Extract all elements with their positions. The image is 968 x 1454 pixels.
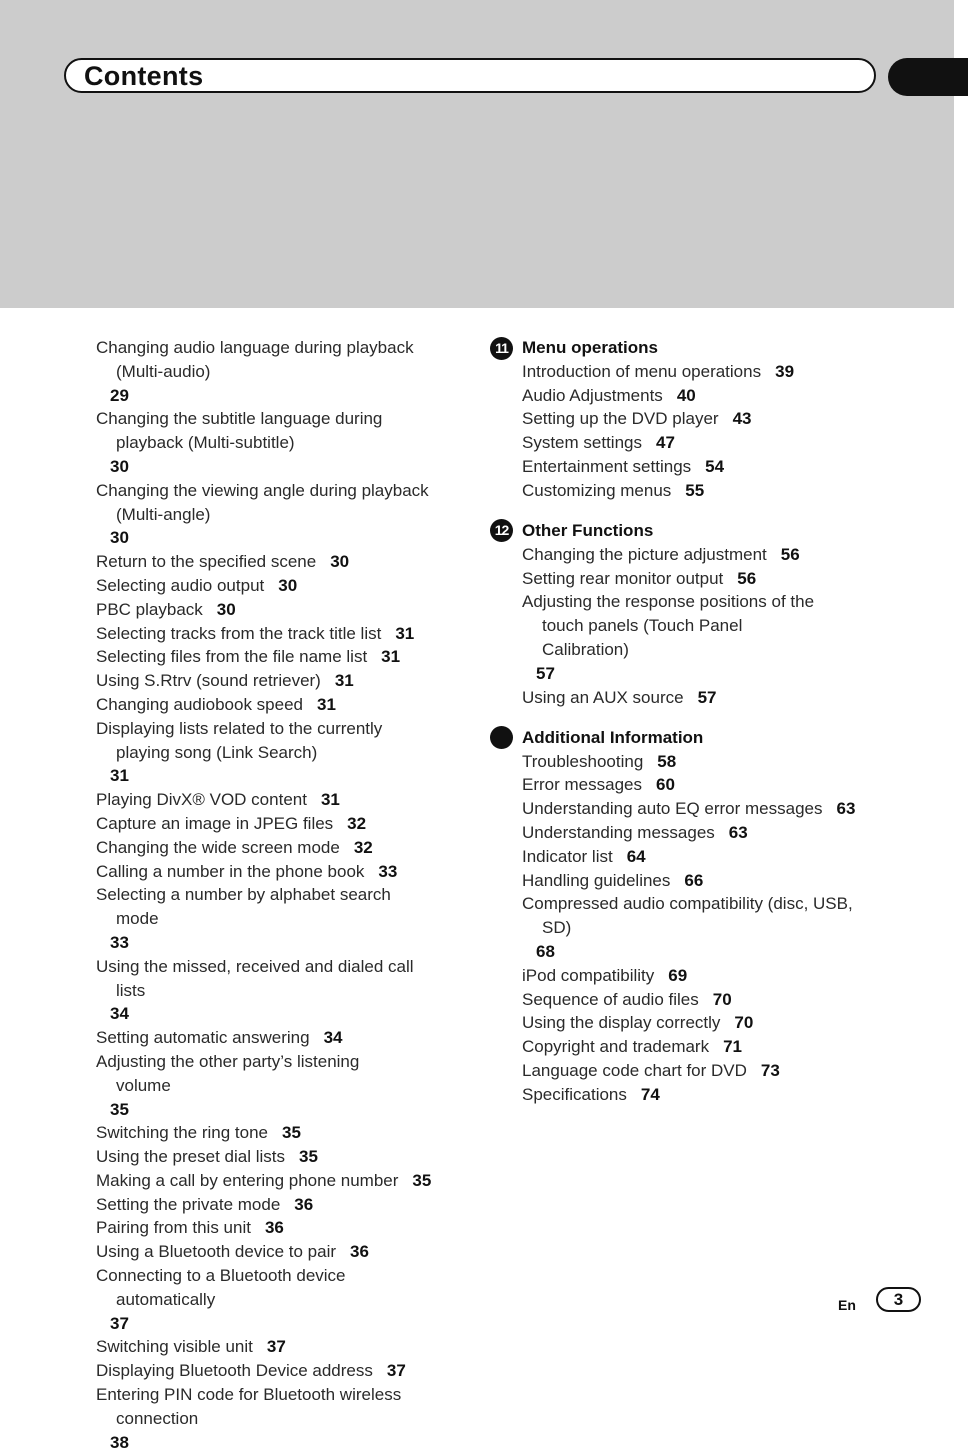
toc-entry[interactable] <box>96 693 466 717</box>
toc-page-number: 54 <box>705 456 725 476</box>
toc-page-number: 33 <box>378 861 398 881</box>
toc-entry-text: Setting automatic answering <box>96 1028 310 1048</box>
toc-entry[interactable] <box>96 883 466 954</box>
toc-entry[interactable] <box>96 1383 466 1454</box>
toc-entry-text: Capture an image in JPEG files <box>96 813 334 833</box>
toc-page-number: 63 <box>728 822 748 842</box>
toc-entry[interactable] <box>96 598 466 622</box>
toc-entry[interactable] <box>96 1216 466 1240</box>
toc-page-number: 30 <box>278 575 298 595</box>
toc-page-number: 68 <box>536 941 555 961</box>
section-title: Menu operations <box>522 338 659 357</box>
toc-entry[interactable] <box>96 1169 466 1193</box>
section-title: Additional Information <box>522 727 704 747</box>
toc-page-number: 40 <box>676 385 696 405</box>
toc-page-number: 47 <box>656 433 675 453</box>
toc-page-number: 35 <box>282 1123 301 1143</box>
toc-entry-text: connection <box>116 1408 199 1428</box>
toc-entry-text: touch panels (Touch Panel <box>542 616 743 636</box>
toc-entry[interactable] <box>490 1083 890 1107</box>
toc-page-number: 63 <box>836 799 856 819</box>
toc-entry[interactable] <box>490 1035 890 1059</box>
toc-section <box>490 726 890 1107</box>
toc-page-number: 56 <box>780 544 800 564</box>
toc-entry[interactable] <box>490 797 890 821</box>
toc-entry-text: Playing DivX® VOD content <box>96 790 307 810</box>
toc-entry-text: Entertainment settings <box>522 456 692 476</box>
toc-entry-text: (Multi-angle) <box>116 504 211 524</box>
toc-entry-text: Using S.Rtrv (sound retriever) <box>96 671 321 691</box>
section-title: Other Functions <box>522 520 654 540</box>
section-heading[interactable] <box>490 336 890 360</box>
toc-page-number: 37 <box>266 1337 286 1357</box>
toc-entry-text: Language code chart for DVD <box>522 1060 747 1080</box>
page-number: 3 <box>876 1287 921 1312</box>
toc-section <box>490 336 890 503</box>
toc-entry[interactable] <box>96 407 466 478</box>
toc-entry[interactable] <box>96 479 466 550</box>
toc-entry-text: Using the missed, received and dialed call <box>96 956 414 976</box>
toc-entry[interactable] <box>490 892 890 963</box>
language-label: En <box>838 1297 856 1313</box>
page-title: Contents <box>84 61 204 91</box>
toc-entry[interactable] <box>490 543 890 567</box>
toc-entry-text: Error messages <box>522 775 642 795</box>
toc-entry-text: Selecting files from the file name list <box>96 647 368 667</box>
toc-page-number: 43 <box>732 409 752 429</box>
toc-entry-text: Specifications <box>522 1084 627 1104</box>
toc-entry-text: Making a call by entering phone number <box>96 1170 399 1190</box>
toc-entry-text: Copyright and trademark <box>522 1037 710 1057</box>
toc-page-number: 70 <box>734 1013 754 1033</box>
toc-entry[interactable] <box>96 1335 466 1359</box>
toc-entry-text: Introduction of menu operations <box>522 361 762 381</box>
toc-page-number: 35 <box>110 1099 129 1119</box>
toc-entry-text: playback (Multi-subtitle) <box>116 433 295 453</box>
toc-entry[interactable] <box>490 590 890 685</box>
toc-page-number: 31 <box>395 623 415 643</box>
toc-entry[interactable] <box>96 860 466 884</box>
toc-page-number: 36 <box>264 1218 284 1238</box>
toc-entry[interactable] <box>96 1121 466 1145</box>
toc-page-number: 30 <box>110 456 129 476</box>
toc-entry-text: Handling guidelines <box>522 870 671 890</box>
toc-entry-text: Pairing from this unit <box>96 1218 251 1238</box>
toc-left-column <box>96 336 466 1454</box>
toc-entry-text: Changing the wide screen mode <box>96 837 340 857</box>
toc-entry-text: SD) <box>542 918 572 938</box>
toc-entry[interactable] <box>490 1059 890 1083</box>
toc-entry[interactable] <box>96 1264 466 1335</box>
toc-page-number: 57 <box>536 663 555 683</box>
toc-entry-text: Selecting tracks from the track title list <box>96 623 382 643</box>
toc-entry[interactable] <box>96 1359 466 1383</box>
section-number-badge: 11 <box>490 337 513 360</box>
toc-entry-text: playing song (Link Search) <box>116 742 318 762</box>
toc-entry[interactable] <box>96 955 466 1026</box>
toc-page-number: 35 <box>298 1147 318 1167</box>
toc-page-number: 30 <box>330 552 350 572</box>
toc-entry-text: Using the display correctly <box>522 1013 721 1033</box>
toc-entry-text: (Multi-audio) <box>116 361 211 381</box>
toc-entry-text: Displaying Bluetooth Device address <box>96 1361 373 1381</box>
toc-entry-text: Setting rear monitor output <box>522 568 724 588</box>
toc-entry-text: lists <box>116 980 146 1000</box>
toc-page-number: 36 <box>350 1242 369 1262</box>
section-heading[interactable] <box>490 726 890 750</box>
section-number-badge: 12 <box>490 519 513 542</box>
toc-entry-text: Entering PIN code for Bluetooth wireless <box>96 1385 402 1405</box>
toc-page-number: 55 <box>685 480 705 500</box>
toc-page-number: 31 <box>381 647 401 667</box>
toc-entry[interactable] <box>96 836 466 860</box>
toc-entry-text: Changing the picture adjustment <box>522 544 767 564</box>
toc-page-number: 30 <box>110 528 129 548</box>
toc-entry-text: Connecting to a Bluetooth device <box>96 1266 346 1286</box>
toc-entry[interactable] <box>490 869 890 893</box>
toc-page-number: 64 <box>626 846 646 866</box>
toc-entry[interactable] <box>490 455 890 479</box>
toc-entry-text: Using an AUX source <box>522 687 684 707</box>
toc-entry-text: volume <box>116 1075 171 1095</box>
section-heading[interactable] <box>490 519 890 543</box>
toc-page-number: 70 <box>712 989 732 1009</box>
toc-entry[interactable] <box>490 686 890 710</box>
section-number-badge <box>490 726 513 749</box>
toc-entry-text: Selecting audio output <box>96 575 265 595</box>
toc-page-number: 29 <box>110 385 129 405</box>
toc-page-number: 71 <box>723 1037 743 1057</box>
toc-page-number: 31 <box>334 671 354 691</box>
toc-entry[interactable] <box>490 1011 890 1035</box>
toc-entry[interactable] <box>96 717 466 788</box>
toc-entry-text: automatically <box>116 1289 216 1309</box>
toc-entry[interactable] <box>490 431 890 455</box>
toc-entry[interactable] <box>96 812 466 836</box>
toc-entry[interactable] <box>96 574 466 598</box>
toc-entry-text: Customizing menus <box>522 480 672 500</box>
toc-page-number: 38 <box>110 1432 129 1452</box>
toc-entry-text: Switching the ring tone <box>96 1123 268 1143</box>
toc-page-number: 69 <box>668 965 688 985</box>
toc-entry-text: Indicator list <box>522 846 613 866</box>
toc-entry-text: Switching visible unit <box>96 1337 253 1357</box>
toc-entry[interactable] <box>96 1240 466 1264</box>
toc-entry[interactable] <box>490 750 890 774</box>
toc-page-number: 31 <box>317 694 336 714</box>
toc-entry[interactable] <box>490 479 890 503</box>
toc-entry-text: Audio Adjustments <box>522 385 663 405</box>
toc-page-number: 34 <box>110 1004 129 1024</box>
toc-entry-text: Changing the subtitle language during <box>96 409 383 429</box>
toc-entry-text: Adjusting the other party’s listening <box>96 1051 360 1071</box>
toc-entry-text: Return to the specified scene <box>96 552 317 572</box>
chapter-tab <box>888 58 968 96</box>
toc-page-number: 36 <box>294 1194 314 1214</box>
toc-entry[interactable] <box>96 1050 466 1121</box>
toc-entry[interactable] <box>96 1026 466 1050</box>
toc-page-number: 31 <box>110 766 129 786</box>
toc-entry-text: PBC playback <box>96 599 203 619</box>
toc-page-number: 57 <box>697 687 717 707</box>
toc-page-number: 73 <box>760 1060 780 1080</box>
toc-page-number: 66 <box>684 870 704 890</box>
toc-entry[interactable] <box>490 360 890 384</box>
toc-entry-text: Sequence of audio files <box>522 989 699 1009</box>
toc-page-number: 60 <box>655 775 675 795</box>
header-band <box>0 0 954 308</box>
toc-page-number: 56 <box>737 568 757 588</box>
toc-page-number: 37 <box>110 1313 129 1333</box>
toc-entry-text: Setting up the DVD player <box>522 409 719 429</box>
toc-page-number: 31 <box>320 790 340 810</box>
toc-entry-text: Compressed audio compatibility (disc, USB, <box>522 894 853 914</box>
toc-entry-text: Calibration) <box>542 639 629 659</box>
toc-entry-text: Understanding auto EQ error messages <box>522 799 823 819</box>
toc-entry[interactable] <box>490 384 890 408</box>
toc-entry-text: Adjusting the response positions of the <box>522 592 815 612</box>
toc-entry[interactable] <box>96 622 466 646</box>
toc-entry[interactable] <box>96 1145 466 1169</box>
toc-section <box>490 519 890 709</box>
toc-entry[interactable] <box>490 964 890 988</box>
toc-page-number: 35 <box>412 1170 432 1190</box>
toc-page-number: 37 <box>386 1361 406 1381</box>
toc-page-number: 32 <box>347 813 367 833</box>
toc-page-number: 34 <box>323 1028 343 1048</box>
toc-entry-text: Setting the private mode <box>96 1194 281 1214</box>
toc-page-number: 33 <box>110 932 129 952</box>
toc-entry-text: Changing audiobook speed <box>96 694 304 714</box>
toc-entry-text: Calling a number in the phone book <box>96 861 365 881</box>
toc-page-number: 74 <box>640 1084 660 1104</box>
toc-entry-text: mode <box>116 909 159 929</box>
toc-entry-text: Using a Bluetooth device to pair <box>96 1242 337 1262</box>
toc-entry[interactable] <box>490 821 890 845</box>
toc-entry-text: Troubleshooting <box>522 751 644 771</box>
toc-entry[interactable] <box>96 550 466 574</box>
toc-page-number: 39 <box>775 361 795 381</box>
toc-right-column <box>490 336 890 1123</box>
toc-entry-text: Using the preset dial lists <box>96 1147 285 1167</box>
toc-entry-text: Changing the viewing angle during playback <box>96 480 429 500</box>
toc-entry[interactable] <box>490 988 890 1012</box>
toc-entry[interactable] <box>96 1193 466 1217</box>
toc-entry[interactable] <box>96 336 466 407</box>
toc-entry-text: Displaying lists related to the currently <box>96 718 383 738</box>
toc-entry[interactable] <box>490 407 890 431</box>
toc-entry-text: Selecting a number by alphabet search <box>96 885 391 905</box>
toc-entry-text: iPod compatibility <box>522 965 655 985</box>
toc-page-number: 32 <box>353 837 373 857</box>
toc-entry-text: Understanding messages <box>522 822 715 842</box>
toc-entry[interactable] <box>490 567 890 591</box>
toc-page-number: 58 <box>657 751 677 771</box>
toc-entry[interactable] <box>96 645 466 669</box>
toc-entry[interactable] <box>96 788 466 812</box>
toc-page-number: 30 <box>216 599 236 619</box>
toc-entry-text: Changing audio language during playback <box>96 338 414 357</box>
toc-entry[interactable] <box>490 773 890 797</box>
toc-entry[interactable] <box>96 669 466 693</box>
toc-entry[interactable] <box>490 845 890 869</box>
toc-entry-text: System settings <box>522 433 642 453</box>
